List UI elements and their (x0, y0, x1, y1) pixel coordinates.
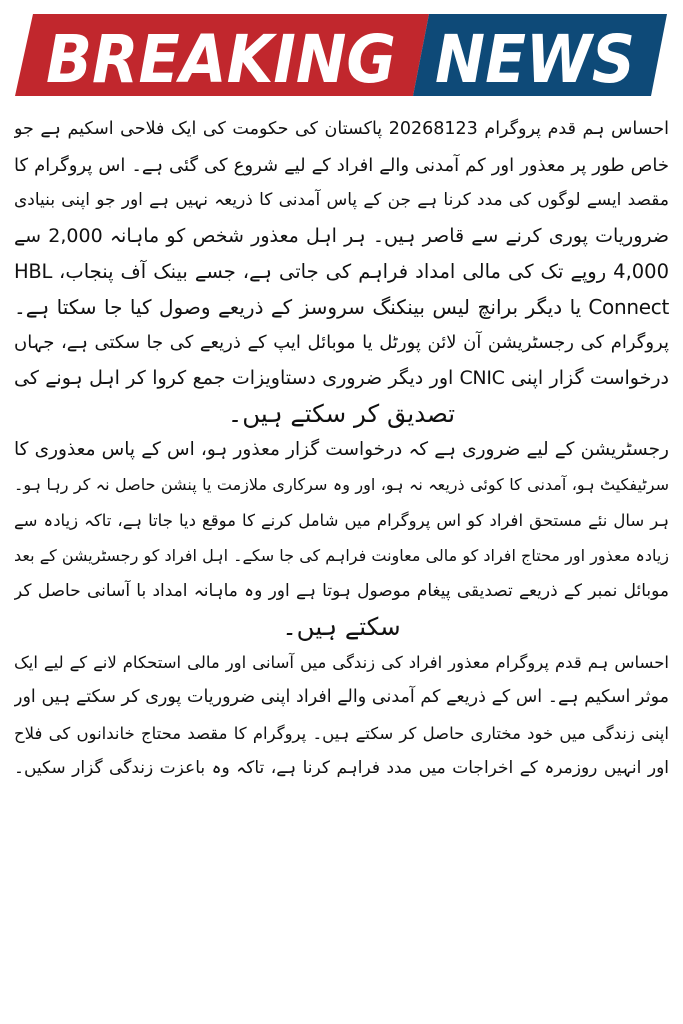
paragraph-registration (14, 325, 669, 432)
breaking-news-banner (15, 14, 667, 96)
text-line: رجسٹریشن کے لیے ضروری ہے کہ درخواست گزار معذور ہو، اس کے پاس معذوری کا (14, 438, 669, 460)
text-line: موثر اسکیم ہے۔ اس کے ذریعے کم آمدنی والے افراد اپنی ضروریات پوری کر سکتے ہیں اور (14, 687, 669, 707)
article-body (14, 112, 669, 787)
text-line: سکتے ہیں۔ (282, 612, 401, 641)
text-line: تصدیق کر سکتے ہیں۔ (227, 399, 456, 428)
text-line: احساس ہم قدم پروگرام 20268123 پاکستان کی حکومت کی ایک فلاحی اسکیم ہے جو (14, 119, 669, 139)
text-line: 4,000 روپے تک کی مالی امداد فراہم کی جاتی ہے، جسے بینک آف پنجاب، HBL (14, 260, 669, 283)
text-line: احساس ہم قدم پروگرام معذور افراد کی زندگی میں آسانی اور مالی استحکام لانے کے لیے ایک (14, 652, 669, 672)
text-line: مقصد ایسے لوگوں کی مدد کرنا ہے جن کے پاس آمدنی کا ذریعہ نہیں ہے اور جو اپنی بنیادی (14, 190, 669, 210)
text-line: درخواست گزار اپنی CNIC اور دیگر ضروری دستاویزات جمع کروا کر اہل ہونے کی (14, 366, 669, 389)
text-line: Connect یا دیگر برانچ لیس بینکنگ سروسز کے ذریعے وصول کیا جا سکتا ہے۔ (14, 294, 669, 319)
text-line: ضروریات پوری کرنے سے قاصر ہیں۔ ہر اہل معذور شخص کو ماہانہ 2,000 سے (14, 224, 669, 247)
text-line: اپنی زندگی میں خود مختاری حاصل کر سکتے ہیں۔ پروگرام کا مقصد محتاج خاندانوں کی فلاح (14, 723, 669, 743)
text-line: زیادہ معذور اور محتاج افراد کو مالی معاونت فراہم کی جا سکے۔ اہل افراد کو رجسٹریشن کے بعد (14, 546, 669, 565)
text-line: پروگرام کی رجسٹریشن آن لائن پورٹل یا موبائل ایپ کے ذریعے کی جا سکتی ہے، جہاں (14, 332, 669, 353)
paragraph-conclusion (14, 645, 669, 787)
text-line: سرٹیفکیٹ ہو، آمدنی کا کوئی ذریعہ نہ ہو، اور وہ سرکاری ملازمت یا پنشن حاصل نہ کر رہا ہو۔ (14, 475, 669, 494)
paragraph-annual-enrollment (14, 503, 669, 645)
text-line: اور انہیں روزمرہ کے اخراجات میں مدد فراہم کرنا ہے، تاکہ وہ باعزت زندگی گزار سکیں۔ (14, 758, 669, 778)
banner-word-breaking: BREAKING (46, 21, 396, 96)
paragraph-eligibility (14, 432, 669, 503)
text-line: خاص طور پر معذور اور کم آمدنی والے افراد کے لیے شروع کی گئی ہے۔ اس پروگرام کا (14, 154, 669, 176)
text-line: موبائل نمبر کے ذریعے تصدیقی پیغام موصول ہوتا ہے اور وہ ماہانہ امداد با آسانی حاصل کر (14, 580, 669, 601)
paragraph-intro (14, 112, 669, 325)
breaking-news-logo (15, 14, 667, 96)
text-line: ہر سال نئے مستحق افراد کو اس پروگرام میں شامل کرنے کا موقع دیا جاتا ہے، تاکہ زیادہ سے (14, 510, 669, 530)
banner-word-news: NEWS (435, 21, 635, 96)
